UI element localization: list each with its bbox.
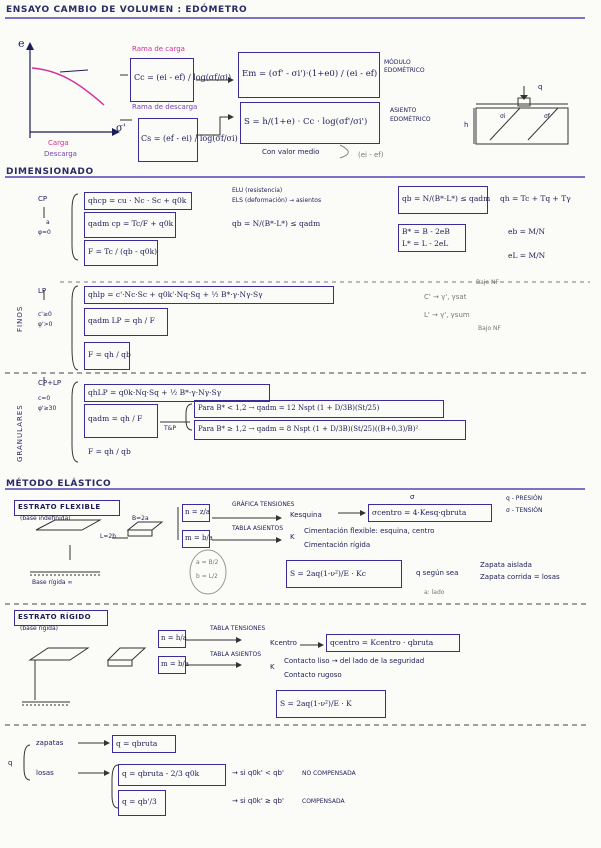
qhlp2-formula: qhLP = q0k·Nq·Sq + ½ B*·γ·Nγ·Sγ xyxy=(88,388,222,397)
centro-formula: σcentro = 4·Kesq·qbruta xyxy=(372,508,467,517)
section-title-dimensionado: DIMENSIONADO xyxy=(6,167,94,177)
sketch-sigma-i: σi xyxy=(500,113,506,120)
presion-label: q - PRESIÓN xyxy=(506,495,543,502)
lstar-formula: L* = L - 2eL xyxy=(402,239,449,248)
bajo-nf2-label: Bajo NF xyxy=(478,325,501,332)
q-losa2-formula: q = qb'/3 xyxy=(122,797,157,806)
bajo-nf-label: Bajo NF xyxy=(476,279,499,286)
rugoso-label: Contacto rugoso xyxy=(284,671,342,679)
qadmcp-formula: qadm cp = Tc/F + q0k xyxy=(88,219,174,228)
edometrico-label: EDOMÉTRICO xyxy=(384,67,425,74)
rama-carga-label: Rama de carga xyxy=(132,45,185,53)
els-label: ELS (deformación) → asientos xyxy=(232,197,322,204)
f3-formula: F = qh / qb xyxy=(88,447,131,456)
qb-formula: qb = N/(B*·L*) ≤ qadm xyxy=(232,219,321,228)
qadm3-formula: qadm = qh / F xyxy=(88,414,143,423)
cond2-label: → si q0k' ≥ qb' xyxy=(232,797,284,805)
cp-label: CP xyxy=(38,195,48,203)
granulares-label: GRANULARES xyxy=(16,404,24,462)
rigid-stratum-sketch xyxy=(22,648,145,705)
sketch-h-label: h xyxy=(464,121,469,129)
b-a: m = b/a xyxy=(161,660,189,668)
section-title-edometro: ENSAYO CAMBIO DE VOLUMEN : EDÓMETRO xyxy=(6,5,248,15)
tabla-tens-label: TABLA TENSIONES xyxy=(210,625,266,632)
base-rigida-label: Base rígida ∞ xyxy=(32,579,73,586)
modulo-label: MÓDULO xyxy=(384,59,411,66)
s-flex-formula: S = 2aq(1-ν²)/E · Kc xyxy=(290,569,366,578)
s-formula: S = h/(1+e) · Cc · log(σf'/σi') xyxy=(244,117,368,127)
q-zap-formula: q = qbruta xyxy=(116,739,158,748)
kesquina-label: Kesquina xyxy=(290,511,322,519)
tsp-label: T&P xyxy=(164,425,176,432)
para1-formula: Para B* < 1,2 → qadm = 12 Nspt (1 + D/3B)(St/25) xyxy=(198,404,380,412)
a-b2-label: a = B/2 xyxy=(196,559,219,566)
phi30-label: φ'≥30 xyxy=(38,405,57,412)
losas-label: losas xyxy=(36,769,54,777)
grafica-label: GRÁFICA TENSIONES xyxy=(232,501,295,508)
cplp-label: CP+LP xyxy=(38,379,62,387)
lp-label: LP xyxy=(38,287,47,295)
tabla-as2-label: TABLA ASIENTOS xyxy=(210,651,262,658)
cc-formula: Cc = (ei - ef) / log(σf/σi) xyxy=(134,73,232,82)
m-b-a: m = b/a xyxy=(185,534,213,542)
s-rig-formula: S = 2aq(1-ν²)/E · K xyxy=(280,699,352,708)
valor-medio-label: Con valor medio xyxy=(262,148,320,156)
q-label: q xyxy=(8,759,13,767)
q-losa1-formula: q = qbruta - 2/3 q0k xyxy=(122,769,200,778)
qhcp-formula: qhcp = cu · Nc · Sc + q0k xyxy=(88,196,187,205)
phi-label: φ'>0 xyxy=(38,321,53,328)
ei-ef-label: (ei - ef) xyxy=(358,151,384,159)
b-l2-label: b = L/2 xyxy=(196,573,218,580)
rigido-title: ESTRATO RÍGIDO xyxy=(18,613,92,621)
qadmlp-formula: qadm LP = qh / F xyxy=(88,316,155,325)
em-formula: Em = (σf' - σi')·(1+e0) / (ei - ef) xyxy=(242,69,378,79)
phi0-label: φ=0 xyxy=(38,229,51,236)
elu-label: ELU (resistencia) xyxy=(232,187,283,194)
zapatas-label: zapatas xyxy=(36,739,64,747)
b2a-label: B=2a xyxy=(132,515,149,522)
h-a: n = h/a xyxy=(161,634,187,642)
sketch-sigma-f: σf xyxy=(544,113,550,120)
axis-e-label: e xyxy=(18,37,25,50)
qhlp-formula: qhlp = c'·Nc·Sc + q0k'·Nq·Sq + ½ B*·γ·Nγ·Sγ xyxy=(88,290,263,299)
c-phi-label: c'≥0 xyxy=(38,311,52,318)
base-rig-label: (base rígida) xyxy=(20,625,58,632)
base-indef-label: (base indefinida) xyxy=(20,515,71,522)
gamma-l-label: L' → γ', γsum xyxy=(424,311,470,319)
sketch-q-label: q xyxy=(538,83,543,91)
tabla-asientos-label: TABLA ASIENTOS xyxy=(232,525,284,532)
cim-rig-label: Cimentación rígida xyxy=(304,541,371,549)
aislada-label: Zapata aislada xyxy=(480,561,532,569)
sigma-top-label: σ xyxy=(410,493,415,501)
el-formula: eL = M/N xyxy=(508,251,546,260)
cs-formula: Cs = (ef - ei) / log(σf/σi) xyxy=(141,134,238,143)
flexible-stratum-sketch xyxy=(30,520,162,575)
asiento-edometrico-label: EDOMÉTRICO xyxy=(390,116,431,123)
compensada-label: COMPENSADA xyxy=(302,798,345,805)
tension-label: σ - TENSIÓN xyxy=(506,507,543,514)
a-lado-label: a: lado xyxy=(424,589,445,596)
descarga-label: Descarga xyxy=(44,150,77,158)
bstar-formula: B* = B - 2eB xyxy=(402,227,450,236)
no-compensada-label: NO COMPENSADA xyxy=(302,770,356,777)
cond1-label: → si q0k' < qb' xyxy=(232,769,284,777)
asiento-label: ASIENTO xyxy=(390,107,417,114)
f2-formula: F = qh / qb xyxy=(88,350,131,359)
c0-label: c=0 xyxy=(38,395,51,402)
section-title-metodo-elastico: MÉTODO ELÁSTICO xyxy=(6,479,112,489)
rama-descarga-label: Rama de descarga xyxy=(132,103,198,111)
qb2-formula: qb = N/(B*·L*) ≤ qadm xyxy=(402,194,491,203)
k-label: K xyxy=(290,533,295,541)
k2-label: K xyxy=(270,663,275,671)
gamma-c-label: C' → γ', γsat xyxy=(424,293,467,301)
axis-sigma-label: σ' xyxy=(116,123,126,134)
edometer-graph xyxy=(26,42,120,138)
qcentro-formula: qcentro = Kcentro · qbruta xyxy=(330,638,434,647)
f1-formula: F = Tc / (qb - q0k) xyxy=(88,247,158,256)
q-segun-label: q según sea xyxy=(416,569,459,577)
para2-formula: Para B* ≥ 1,2 → qadm = 8 Nspt (1 + D/3B)(St/25)((B+0,3)/B)² xyxy=(198,425,419,433)
a-label: a xyxy=(46,219,50,226)
l2b-label: L=2b xyxy=(100,533,116,540)
carga-label: Carga xyxy=(48,139,69,147)
kcentro-label: Kcentro xyxy=(270,639,297,647)
qh-total-formula: qh = Tc + Tq + Tγ xyxy=(500,194,571,203)
n-z-a: n = z/a xyxy=(185,508,211,516)
edometer-sample-sketch xyxy=(474,83,568,144)
cim-flex-label: Cimentación flexible: esquina, centro xyxy=(304,527,435,535)
flexible-title: ESTRATO FLEXIBLE xyxy=(18,503,101,511)
finos-label: FINOS xyxy=(16,305,24,332)
eb-formula: eb = M/N xyxy=(508,227,546,236)
liso-label: Contacto liso → del lado de la seguridad xyxy=(284,657,425,665)
corrida-label: Zapata corrida = losas xyxy=(480,573,560,581)
